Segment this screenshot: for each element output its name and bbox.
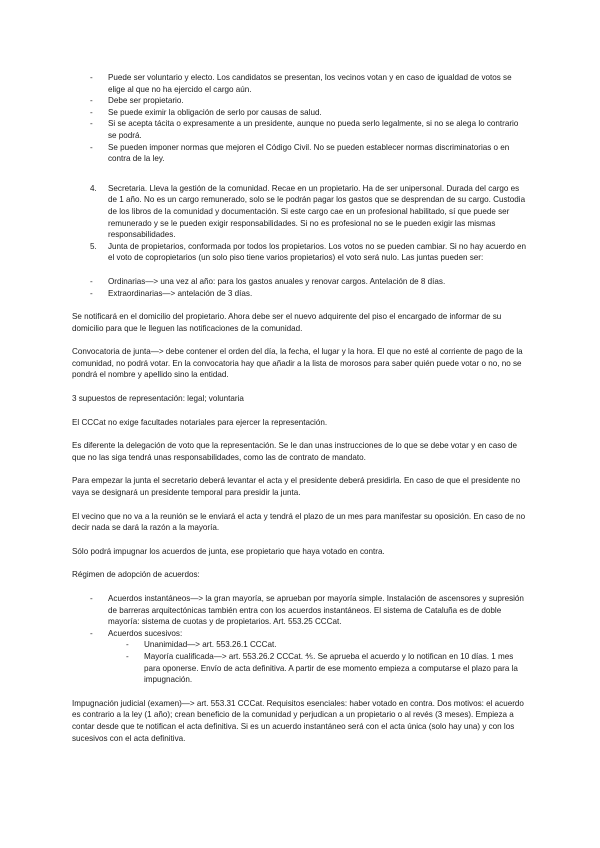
list-item: - Acuerdos instantáneos—> la gran mayoría, se aprueban por mayoría simple. Instalación de ascensores y supresión de barreras arquitectónicas también entra con los acuerdos instantáneos. El sistema de Cataluña es de doble mayoría: sistema de cuotas y de propietarios. Art. 553.25 CCCat. (90, 593, 528, 628)
item-number: 4. (90, 183, 97, 193)
paragraph: El vecino que no va a la reunión se le enviará el acta y tendrá el plazo de un mes para manifestar su oposición. En caso de no decir nada se dará la razón a la mayoría. (72, 511, 526, 533)
paragraph: Sólo podrá impugnar los acuerdos de junta, ese propietario que haya votado en contra. (72, 546, 385, 556)
paragraph: El CCCat no exige facultades notariales para ejercer la representación. (72, 417, 328, 427)
document-page (72, 72, 528, 744)
list-item: - Se pueden imponer normas que mejoren el Código Civil. No se pueden establecer normas discriminatorias o en contra de la ley. (90, 142, 528, 165)
paragraph: Régimen de adopción de acuerdos: (72, 570, 200, 580)
paragraph: Se notificará en el domicilio del propietario. Ahora debe ser el nuevo adquirente del piso el encargado de informar de su domicilio para que le lleguen las notificaciones de la comunidad. (72, 312, 502, 333)
paragraph: Es diferente la delegación de voto que la representación. Se le dan unas instrucciones de lo que se debe votar y en caso de que no las siga tendrá unas responsabilidades, como las de contrato de mandato. (72, 441, 518, 462)
sucesivos-sublist (126, 639, 528, 685)
list-item (90, 183, 528, 241)
item-text: Acuerdos sucesivos: (108, 628, 183, 638)
list-item: - Extraordinarias—> antelación de 3 días. (90, 288, 528, 300)
list-item: - Se puede eximir la obligación de serlo por causas de salud. (90, 107, 528, 119)
acuerdos-list (90, 593, 528, 686)
paragraph: Convocatoria de junta—> debe contener el orden del día, la fecha, el lugar y la hora. El que no esté al corriente de pago de la comunidad, no podrá votar. En la convocatoria hay que añadir a la lista de morosos para saber quién puede votar o no, no se pondrá el nombre y apellido sino la entidad. (72, 347, 523, 380)
item-text: Junta de propietarios, conformada por todos los propietarios. Los votos no se pueden cambiar. Si no hay acuerdo en el voto de copropietarios (un solo piso tiene varios propietarios) el voto será nulo. Las juntas pueden ser: (108, 241, 526, 263)
item-number: 5. (90, 241, 97, 251)
item-text: Secretaria. Lleva la gestión de la comunidad. Recae en un propietario. Ha de ser unipersonal. Durada del cargo es de 1 año. No es un cargo remunerado, solo se le podrán pagar los gastos que se desprendan de su cargo. Custodia de los libros de la comunidad y documentación. Si este cargo cae en un profesional habilitado, sí que puede ser remunerado y se le pueden exigir responsabilidades. Si no es profesional no se le pueden exigir las mismas responsabilidades. (108, 183, 526, 240)
list-item: - Si se acepta tácita o expresamente a un presidente, aunque no pueda serlo legalmente, si no se alega lo contrario se podrá. (90, 118, 528, 141)
paragraph: Para empezar la junta el secretario deberá levantar el acta y el presidente deberá presidirla. En caso de que el presidente no vaya se designará un presidente temporal para presidir la junta. (72, 476, 521, 498)
sub-list-item: - Unanimidad—> art. 553.26.1 CCCat. (126, 639, 528, 651)
sub-list-item: - Mayoría cualificada—> art. 553.26.2 CCCat. ⅘. Se aprueba el acuerdo y lo notifican en 10 días. 1 mes para oponerse. Envío de acta definitiva. A partir de ese momento empieza a computarse el plazo para la impugnación. (126, 651, 528, 686)
list-item (90, 241, 528, 264)
numbered-list (90, 183, 528, 264)
paragraph: Impugnación judicial (examen)—> art. 553.31 CCCat. Requisitos esenciales: haber votado en contra. Dos motivos: el acuerdo es contrario a la ley (1 año); crean beneficio de la comunidad y perjudican a un propietario o al revés (3 meses). Empieza a contar desde que te notifican el acta definitiva. Si es un acuerdo instantáneo será con el acta única (solo hay una) y con los sucesivos con el acta definitiva. (72, 698, 524, 743)
list-item (90, 628, 528, 686)
junta-types-list (90, 276, 528, 299)
paragraph: 3 supuestos de representación: legal; voluntaria (72, 394, 244, 404)
list-item: - Debe ser propietario. (90, 95, 528, 107)
list-item: - Puede ser voluntario y electo. Los candidatos se presentan, los vecinos votan y en caso de igualdad de votos se elige al que no ha ejercido el cargo aún. (90, 72, 528, 95)
list-item: - Ordinarias—> una vez al año: para los gastos anuales y renovar cargos. Antelación de 8 días. (90, 276, 528, 288)
president-bullets (90, 72, 528, 165)
